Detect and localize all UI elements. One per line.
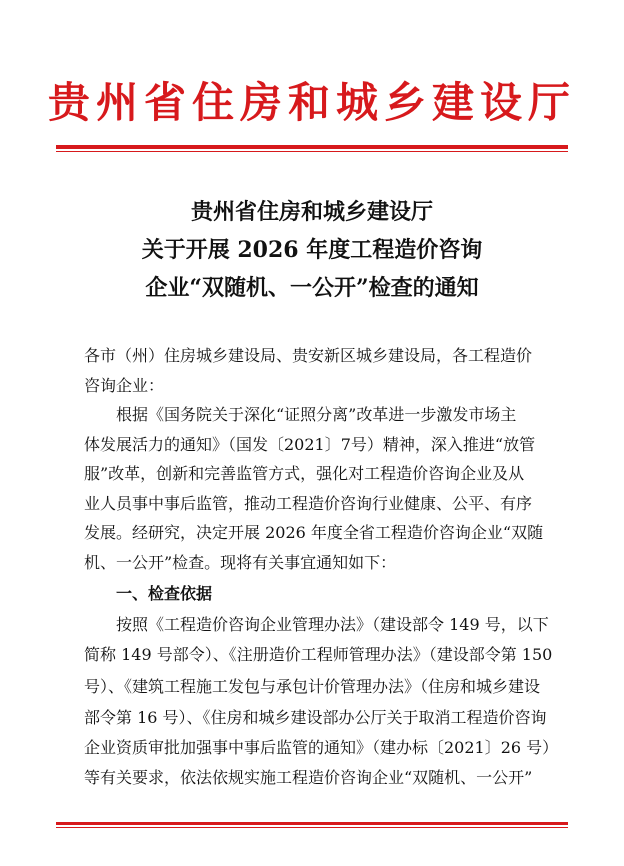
para1-line-3: 服”改革，创新和完善监管方式，强化对工程造价咨询企业及从 (84, 464, 525, 483)
para2-line-6: 等有关要求，依法依规实施工程造价咨询企业“双随机、一公开” (84, 768, 533, 787)
doc-title-line-2: 关于开展 2026 年度工程造价咨询 (141, 237, 483, 263)
doc-title-line-3: 企业“双随机、一公开”检查的通知 (145, 275, 479, 301)
para2-line-2: 简称 149 号部令）、《注册造价工程师管理办法》（建设部令第 150 (84, 645, 553, 664)
para1-line-6: 机、一公开”检查。现将有关事宜通知如下： (84, 553, 397, 572)
para1-line-1: 根据《国务院关于深化“证照分离”改革进一步激发市场主 (116, 405, 517, 424)
footer-rule-thin (56, 827, 568, 828)
footer-rule-thick (56, 822, 568, 825)
para2-line-1: 按照《工程造价咨询企业管理办法》（建设部令 149 号，以下 (116, 615, 549, 634)
para2-line-5: 企业资质审批加强事中事后监管的通知》（建办标〔2021〕26 号） (84, 738, 559, 757)
letterhead-title: 贵州省住房和城乡建设厅 (47, 78, 576, 127)
para1-line-2: 体发展活力的通知》（国发〔2021〕7号）精神，深入推进“放管 (84, 435, 536, 454)
para2-line-3: 号）、《建筑工程施工发包与承包计价管理办法》（住房和城乡建设 (84, 677, 541, 696)
doc-title-line-1: 贵州省住房和城乡建设厅 (190, 199, 433, 225)
letterhead-rule-thick (56, 145, 568, 149)
addressee-line-2: 咨询企业： (84, 376, 165, 395)
para2-line-4: 部令第 16 号）、《住房和城乡建设部办公厅关于取消工程造价咨询 (84, 708, 547, 727)
section-heading-1: 一、检查依据 (116, 584, 213, 603)
para1-line-5: 发展。经研究，决定开展 2026 年度全省工程造价咨询企业“双随 (84, 523, 544, 542)
addressee-line-1: 各市（州）住房城乡建设局、贵安新区城乡建设局，各工程造价 (84, 346, 533, 365)
letterhead-rule-thin (56, 151, 568, 152)
para1-line-4: 业人员事中事后监管，推动工程造价咨询行业健康、公平、有序 (84, 494, 533, 513)
